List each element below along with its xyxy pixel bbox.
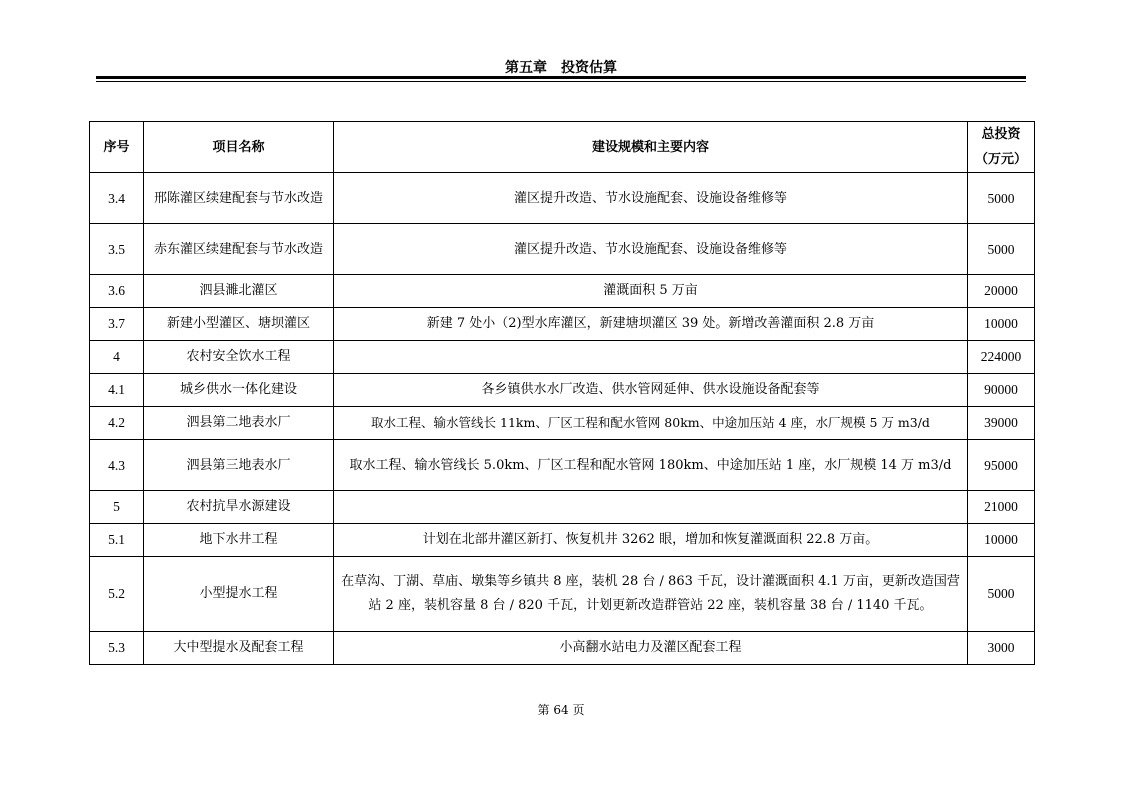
header-rule-thick bbox=[96, 76, 1026, 79]
row-project-name: 赤东灌区续建配套与节水改造 bbox=[144, 224, 334, 275]
row-amount: 10000 bbox=[968, 308, 1035, 341]
col-header-total-label: 总投资 bbox=[981, 127, 1021, 142]
table-row bbox=[90, 407, 1035, 440]
row-content: 在草沟、丁湖、草庙、墩集等乡镇共 8 座，装机 28 台 / 863 千瓦，设计灌溉面积 4.1 万亩，更新改造国营站 2 座，装机容量 8 台 / 820 千瓦，计划更新改造群管站 22 座，装机容量 38 台 / 1140 千瓦。 bbox=[334, 557, 968, 632]
row-amount: 5000 bbox=[968, 224, 1035, 275]
table-row bbox=[90, 440, 1035, 491]
row-project-name: 地下水井工程 bbox=[144, 524, 334, 557]
row-index: 3.4 bbox=[90, 173, 144, 224]
row-amount: 21000 bbox=[968, 491, 1035, 524]
table-row bbox=[90, 275, 1035, 308]
row-amount: 3000 bbox=[968, 632, 1035, 665]
table-row bbox=[90, 374, 1035, 407]
row-content: 计划在北部井灌区新打、恢复机井 3262 眼，增加和恢复灌溉面积 22.8 万亩。 bbox=[334, 524, 968, 557]
row-project-name: 大中型提水及配套工程 bbox=[144, 632, 334, 665]
row-index: 3.5 bbox=[90, 224, 144, 275]
row-content: 新建 7 处小（2)型水库灌区，新建塘坝灌区 39 处。新增改善灌面积 2.8 万亩 bbox=[334, 308, 968, 341]
row-content: 灌区提升改造、节水设施配套、设施设备维修等 bbox=[334, 173, 968, 224]
col-header-total-investment bbox=[968, 122, 1035, 173]
row-content bbox=[334, 491, 968, 524]
row-index: 5.1 bbox=[90, 524, 144, 557]
row-index: 5 bbox=[90, 491, 144, 524]
row-project-name: 邢陈灌区续建配套与节水改造 bbox=[144, 173, 334, 224]
table-row bbox=[90, 524, 1035, 557]
row-project-name: 农村安全饮水工程 bbox=[144, 341, 334, 374]
row-content: 灌区提升改造、节水设施配套、设施设备维修等 bbox=[334, 224, 968, 275]
table-row bbox=[90, 224, 1035, 275]
table-header-row bbox=[90, 122, 1035, 173]
row-index: 4.2 bbox=[90, 407, 144, 440]
row-project-name: 泗县濉北灌区 bbox=[144, 275, 334, 308]
header-rule-thin bbox=[96, 81, 1026, 82]
table-row bbox=[90, 632, 1035, 665]
row-project-name: 泗县第三地表水厂 bbox=[144, 440, 334, 491]
row-content: 取水工程、输水管线长 5.0km、厂区工程和配水管网 180km、中途加压站 1 座，水厂规模 14 万 m3/d bbox=[334, 440, 968, 491]
row-content: 小高翻水站电力及灌区配套工程 bbox=[334, 632, 968, 665]
chapter-title: 第五章 投资估算 bbox=[505, 60, 617, 76]
row-amount: 10000 bbox=[968, 524, 1035, 557]
row-index: 4.1 bbox=[90, 374, 144, 407]
table-row bbox=[90, 308, 1035, 341]
row-project-name: 农村抗旱水源建设 bbox=[144, 491, 334, 524]
table-row bbox=[90, 491, 1035, 524]
row-index: 4 bbox=[90, 341, 144, 374]
row-amount: 95000 bbox=[968, 440, 1035, 491]
row-content: 灌溉面积 5 万亩 bbox=[334, 275, 968, 308]
page-number: 第 64 页 bbox=[537, 703, 585, 717]
col-header-unit-label: （万元） bbox=[974, 152, 1027, 167]
row-project-name: 小型提水工程 bbox=[144, 557, 334, 632]
investment-table bbox=[89, 121, 1035, 665]
col-header-project-name: 项目名称 bbox=[144, 122, 334, 173]
row-amount: 5000 bbox=[968, 173, 1035, 224]
row-index: 5.2 bbox=[90, 557, 144, 632]
row-index: 5.3 bbox=[90, 632, 144, 665]
row-amount: 20000 bbox=[968, 275, 1035, 308]
row-project-name: 泗县第二地表水厂 bbox=[144, 407, 334, 440]
row-project-name: 新建小型灌区、塘坝灌区 bbox=[144, 308, 334, 341]
row-amount: 90000 bbox=[968, 374, 1035, 407]
table-row bbox=[90, 557, 1035, 632]
row-amount: 39000 bbox=[968, 407, 1035, 440]
col-header-content: 建设规模和主要内容 bbox=[334, 122, 968, 173]
row-content: 取水工程、输水管线长 11km、厂区工程和配水管网 80km、中途加压站 4 座，水厂规模 5 万 m3/d bbox=[334, 407, 968, 440]
row-content: 各乡镇供水水厂改造、供水管网延伸、供水设施设备配套等 bbox=[334, 374, 968, 407]
row-project-name: 城乡供水一体化建设 bbox=[144, 374, 334, 407]
row-index: 3.7 bbox=[90, 308, 144, 341]
row-content bbox=[334, 341, 968, 374]
row-index: 4.3 bbox=[90, 440, 144, 491]
col-header-index: 序号 bbox=[90, 122, 144, 173]
row-amount: 5000 bbox=[968, 557, 1035, 632]
table-row bbox=[90, 173, 1035, 224]
table-row bbox=[90, 341, 1035, 374]
row-amount: 224000 bbox=[968, 341, 1035, 374]
row-index: 3.6 bbox=[90, 275, 144, 308]
